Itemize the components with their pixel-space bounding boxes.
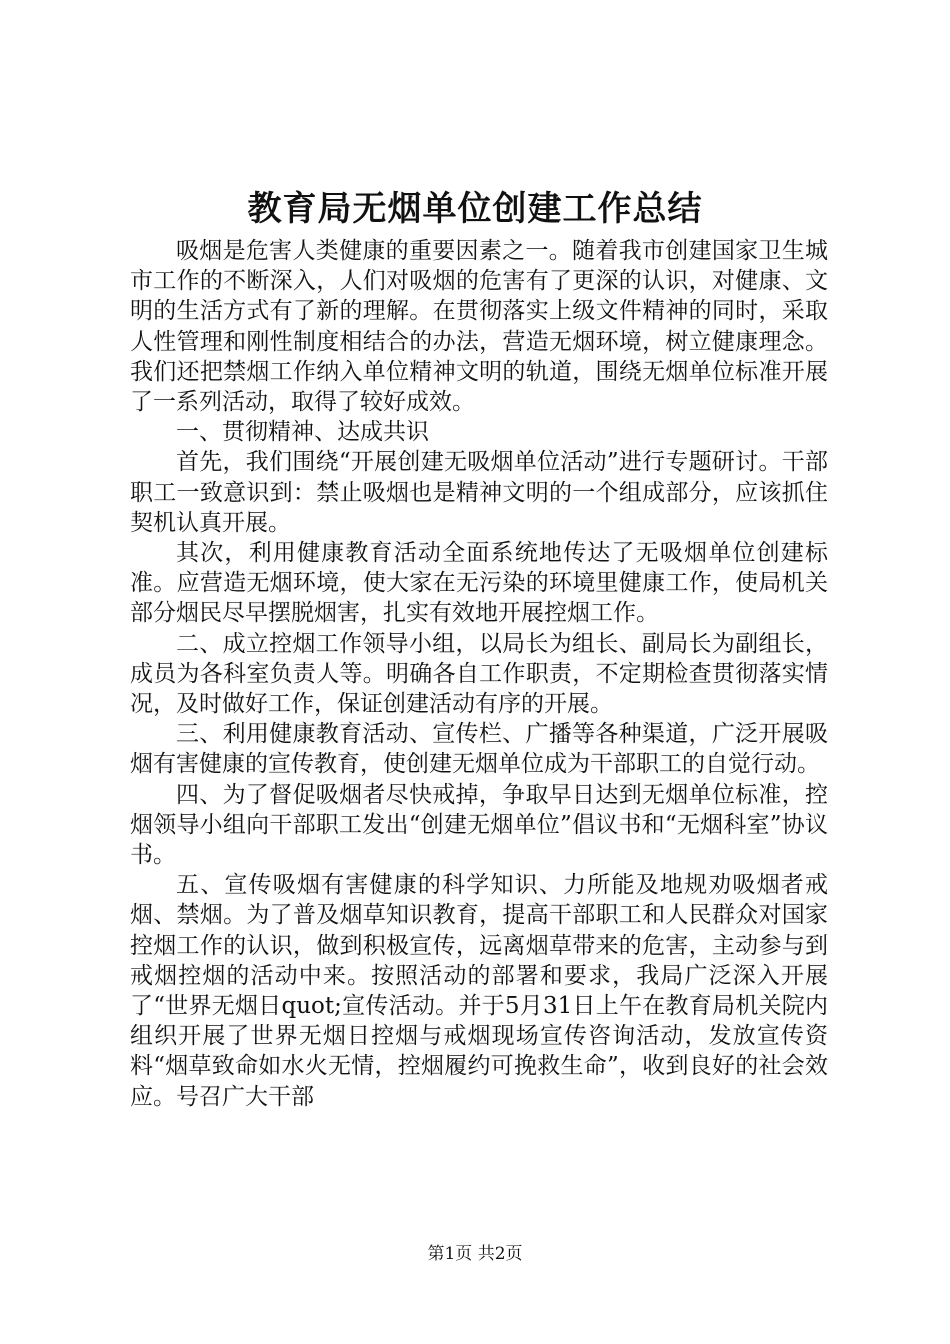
section-paragraph-5: 五、宣传吸烟有害健康的科学知识、力所能及地规劝吸烟者戒烟、禁烟。为了普及烟草知识教育，提高干部职工和人民群众对国家控烟工作的认识，做到积极宣传，远离烟草带来的危害，主动参与到戒烟控烟的活动中来。按照活动的部署和要求，我局广泛深入开展了“世界无烟日quot;宣传活动。并于5月31日上午在教育局机关院内组织开展了世界无烟日控烟与戒烟现场宣传咨询活动，发放宣传资料“烟草致命如水火无情，控烟履约可挽救生命”，收到良好的社会效应。号召广大干部: [130, 872, 828, 1110]
section-paragraph-3: 三、利用健康教育活动、宣传栏、广播等各种渠道，广泛开展吸烟有害健康的宣传教育，使创建无烟单位成为干部职工的自觉行动。: [130, 721, 828, 778]
body-paragraph: 首先，我们围绕“开展创建无吸烟单位活动”进行专题研讨。干部职工一致意识到：禁止吸烟也是精神文明的一个组成部分，应该抓住契机认真开展。: [130, 449, 828, 536]
page-number-footer: 第1页 共2页: [427, 1244, 523, 1264]
document-title: 教育局无烟单位创建工作总结: [247, 189, 703, 229]
section-heading-1: 一、贯彻精神、达成共识: [176, 419, 429, 446]
body-paragraph: 其次，利用健康教育活动全面系统地传达了无吸烟单位创建标准。应营造无烟环境，使大家在无污染的环境里健康工作，使局机关部分烟民尽早摆脱烟害，扎实有效地开展控烟工作。: [130, 540, 828, 627]
document-body: [130, 236, 828, 1112]
section-paragraph-4: 四、为了督促吸烟者尽快戒掉，争取早日达到无烟单位标准，控烟领导小组向干部职工发出“创建无烟单位”倡议书和“无烟科室”协议书。: [130, 781, 828, 869]
intro-paragraph: 吸烟是危害人类健康的重要因素之一。随着我市创建国家卫生城市工作的不断深入，人们对吸烟的危害有了更深的认识，对健康、文明的生活方式有了新的理解。在贯彻落实上级文件精神的同时，采取人性管理和刚性制度相结合的办法，营造无烟环境，树立健康理念。我们还把禁烟工作纳入单位精神文明的轨道，围绕无烟单位标准开展了一系列活动，取得了较好成效。: [130, 238, 828, 416]
section-paragraph-2: 二、成立控烟工作领导小组，以局长为组长、副局长为副组长，成员为各科室负责人等。明确各自工作职责，不定期检查贯彻落实情况，及时做好工作，保证创建活动有序的开展。: [130, 630, 828, 718]
